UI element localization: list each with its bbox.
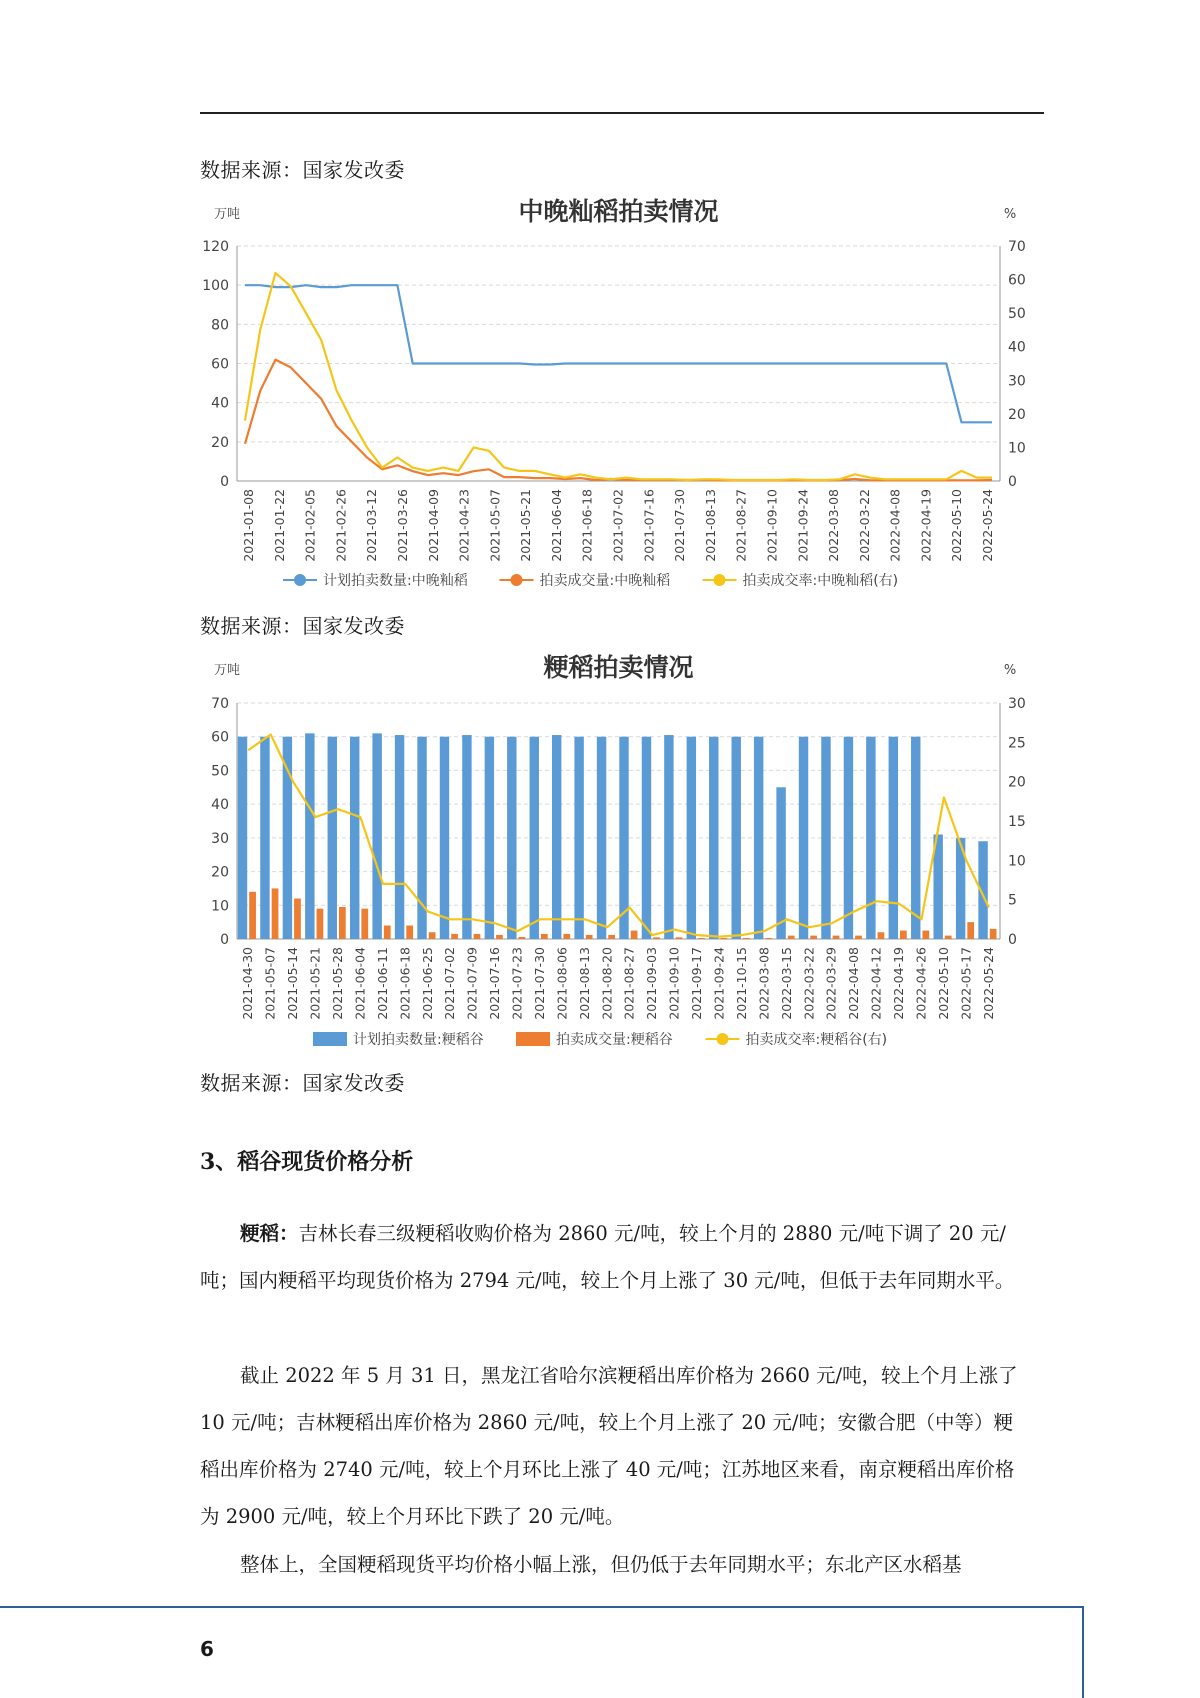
right-tick-label: 20 [1008,774,1026,791]
bar-traded [474,934,481,939]
legend-label: 拍卖成交率:粳稻谷(右) [745,1032,888,1048]
x-tick-label: 2021-02-05 [302,489,318,562]
x-tick-label: 2021-08-27 [621,947,637,1020]
x-tick-label: 2022-04-26 [913,947,929,1020]
left-tick-label: 0 [220,932,229,948]
x-tick-label: 2021-01-22 [271,489,287,562]
legend-marker [717,1033,729,1045]
bar-planned [709,737,718,939]
legend-label: 拍卖成交率:中晚籼稻(右) [742,573,899,589]
x-tick-label: 2021-07-16 [487,947,503,1020]
x-tick-label: 2022-04-08 [887,489,903,562]
bar-planned [305,733,314,939]
legend-swatch [516,1032,550,1046]
bar-traded [519,937,526,939]
left-tick-label: 10 [211,898,229,915]
x-tick-label: 2021-05-07 [487,489,503,562]
bar-planned [776,787,785,939]
left-tick-label: 60 [211,356,229,373]
x-tick-label: 2021-08-20 [599,947,615,1020]
x-tick-label: 2022-03-22 [856,489,872,562]
bar-planned [328,737,337,939]
bar-traded [967,922,974,939]
bar-traded [900,931,907,939]
left-tick-label: 40 [211,395,229,412]
x-tick-label: 2021-08-13 [702,489,718,562]
legend-swatch [313,1032,347,1046]
left-tick-label: 70 [211,696,229,712]
x-tick-label: 2022-03-29 [823,947,839,1020]
bar-traded [698,938,705,939]
bar-traded [451,934,458,939]
bar-planned [350,737,359,939]
right-tick-label: 20 [1008,406,1026,423]
bar-traded [541,934,548,939]
right-tick-label: 50 [1008,306,1026,323]
bar-planned [687,737,696,939]
paragraph-summary: 整体上，全国粳稻现货平均价格小幅上涨，但仍低于去年同期水平；东北产区水稻基 [240,1553,962,1576]
right-tick-label: 30 [1008,373,1026,390]
x-tick-label: 2022-03-22 [801,947,817,1020]
bar-traded [720,938,727,939]
x-tick-label: 2021-06-04 [548,489,564,562]
data-source-caption: 数据来源：国家发改委 [200,1071,405,1095]
x-tick-label: 2021-07-16 [641,488,657,562]
bar-planned [260,737,269,939]
bar-planned [889,737,898,939]
x-tick-label: 2022-03-08 [756,947,772,1020]
left-tick-label: 80 [211,317,229,334]
right-tick-label: 10 [1008,440,1026,457]
bar-planned [844,737,853,939]
bar-traded [922,931,929,939]
x-tick-label: 2021-04-30 [240,947,256,1020]
bar-planned [574,737,583,939]
x-tick-label: 2021-09-10 [666,947,682,1020]
x-tick-label: 2021-08-13 [576,947,592,1020]
x-tick-label: 2021-06-18 [397,947,413,1020]
left-tick-label: 120 [202,239,229,255]
footer-border [1082,1606,1084,1698]
bar-planned [372,733,381,939]
bar-traded [653,937,660,939]
left-tick-label: 30 [211,830,229,847]
bar-planned [754,737,763,939]
x-tick-label: 2021-05-14 [285,947,301,1020]
right-tick-label: 0 [1008,932,1017,948]
x-tick-label: 2021-03-12 [364,489,380,562]
bar-traded [294,899,301,939]
bar-traded [249,892,256,939]
bar-planned [866,737,875,939]
left-tick-label: 20 [211,434,229,451]
x-tick-label: 2021-05-28 [329,947,345,1020]
bar-planned [485,737,494,939]
left-tick-label: 60 [211,729,229,746]
x-tick-label: 2021-08-27 [733,489,749,562]
x-tick-label: 2021-08-06 [554,947,570,1020]
x-tick-label: 2021-03-26 [394,489,410,562]
bar-traded [496,935,503,939]
legend-marker [714,574,726,586]
legend-marker [294,574,306,586]
bar-planned [552,735,561,939]
x-tick-label: 2022-05-24 [980,489,995,562]
x-tick-label: 2021-04-09 [425,489,441,562]
right-axis-unit: % [1003,663,1017,678]
bar-traded [765,938,772,939]
series-line-3 [245,273,992,480]
x-tick-label: 2021-05-07 [262,947,278,1020]
bar-planned [732,737,741,939]
right-tick-label: 25 [1008,735,1026,752]
bar-traded [272,888,279,939]
left-tick-label: 50 [211,763,229,780]
page-number: 6 [200,1637,214,1661]
bar-traded [317,909,324,939]
x-tick-label: 2021-02-26 [333,489,349,562]
bar-planned [799,737,808,939]
legend-label: 计划拍卖数量:粳稻谷 [353,1032,484,1048]
paragraph-japonica [200,1210,1028,1304]
right-tick-label: 40 [1008,339,1026,356]
header-rule [200,112,1044,114]
x-tick-label: 2021-01-08 [241,489,256,562]
bar-traded [743,938,750,939]
x-tick-label: 2021-09-17 [689,947,705,1020]
section-title: 3、稻谷现货价格分析 [200,1149,414,1175]
x-tick-label: 2022-05-10 [935,947,951,1020]
right-tick-label: 10 [1008,853,1026,870]
bar-traded [878,932,885,939]
bar-traded [429,932,436,939]
data-source-caption: 数据来源：国家发改委 [200,158,405,182]
bar-traded [608,935,615,939]
bar-traded [788,936,795,939]
series-line-1 [245,285,992,422]
series-line-2 [245,360,992,481]
x-tick-label: 2021-10-15 [733,947,749,1020]
x-tick-label: 2021-09-24 [711,947,727,1020]
x-tick-label: 2021-05-21 [307,947,323,1020]
bar-traded [563,934,570,939]
bar-traded [810,936,817,939]
left-tick-label: 20 [211,864,229,881]
x-tick-label: 2021-04-23 [456,489,472,562]
footer-rule [0,1606,1084,1608]
bar-planned [597,737,606,939]
x-tick-label: 2021-05-21 [518,489,534,562]
chart-japonica-auction [195,648,1055,1063]
bar-planned [664,735,673,939]
legend-marker [511,574,523,586]
x-tick-label: 2022-04-12 [868,947,884,1020]
paragraph-prices: 截止 2022 年 5 月 31 日，黑龙江省哈尔滨粳稻出库价格为 2660 元/吨，较上个月上涨了 10 元/吨；吉林粳稻出库价格为 2860 元/吨，较上个月上涨了 20 元/吨；安徽合肥（中等）粳稻出库价格为 2740 元/吨，较上个月环比上涨了 40 元/吨；江苏地区来看，南京粳稻出库价格为 2900 元/吨，较上个月环比下跌了 20 元/吨。 [200,1364,1018,1528]
left-tick-label: 40 [211,797,229,814]
x-tick-label: 2022-03-15 [778,947,794,1020]
x-tick-label: 2021-07-30 [531,947,547,1020]
bar-traded [384,926,391,939]
bar-traded [833,936,840,939]
x-tick-label: 2022-05-10 [949,489,965,562]
bar-planned [395,735,404,939]
right-tick-label: 5 [1008,892,1017,909]
right-tick-label: 15 [1008,814,1026,830]
chart-title: 中晚籼稻拍卖情况 [518,197,719,226]
x-tick-label: 2021-09-24 [795,489,811,562]
bar-traded [990,929,997,939]
x-tick-label: 2021-07-09 [464,947,480,1020]
x-tick-label: 2021-06-04 [352,947,368,1020]
x-tick-label: 2022-04-08 [846,947,862,1020]
right-tick-label: 70 [1008,239,1026,255]
bar-planned [911,737,920,939]
x-tick-label: 2022-04-19 [918,489,934,562]
left-tick-label: 0 [220,474,229,490]
bar-traded [676,937,683,939]
legend-label: 拍卖成交量:粳稻谷 [556,1032,673,1048]
left-axis-unit: 万吨 [213,207,241,222]
bar-planned [238,737,247,939]
left-axis-unit: 万吨 [213,663,241,678]
x-tick-label: 2021-07-02 [442,947,458,1020]
data-source-caption: 数据来源：国家发改委 [200,614,405,638]
legend-label: 计划拍卖数量:中晚籼稻 [323,573,468,589]
paragraph-text: 吉林长春三级粳稻收购价格为 2860 元/吨，较上个月的 2880 元/吨下调了 20 元/吨；国内粳稻平均现货价格为 2794 元/吨，较上个月上涨了 30 元/吨，但低于去年同期水平。 [200,1222,1015,1292]
x-tick-label: 2022-04-19 [891,947,907,1020]
x-tick-label: 2022-05-17 [958,947,974,1020]
x-tick-label: 2021-09-10 [764,489,780,562]
x-tick-label: 2022-03-08 [826,489,842,562]
right-tick-label: 0 [1008,474,1017,490]
x-tick-label: 2021-06-11 [374,947,390,1020]
bar-planned [530,737,539,939]
x-tick-label: 2021-06-25 [419,947,435,1020]
right-tick-label: 30 [1008,696,1026,712]
x-tick-label: 2022-05-24 [980,947,996,1020]
bar-traded [339,907,346,939]
bar-traded [855,936,862,939]
x-tick-label: 2021-09-03 [644,947,660,1020]
bar-traded [586,935,593,939]
bar-planned [642,737,651,939]
bar-planned [821,737,830,939]
x-tick-label: 2021-07-30 [672,489,688,562]
x-tick-label: 2021-06-18 [579,489,595,562]
bar-traded [361,909,368,939]
bar-traded [631,931,638,939]
right-tick-label: 60 [1008,272,1026,289]
right-axis-unit: % [1003,207,1017,222]
paragraph-lead: 粳稻： [240,1222,299,1245]
chart-title: 粳稻拍卖情况 [543,653,694,682]
x-tick-label: 2021-07-02 [610,489,626,562]
chart-indica-auction [195,190,1055,600]
bar-planned [507,737,516,939]
bar-traded [945,936,952,939]
legend-label: 拍卖成交量:中晚籼稻 [539,573,671,589]
bar-planned [283,737,292,939]
x-tick-label: 2021-07-23 [509,947,525,1020]
left-tick-label: 100 [202,278,229,295]
bar-planned [440,737,449,939]
bar-planned [462,735,471,939]
bar-traded [406,926,413,939]
